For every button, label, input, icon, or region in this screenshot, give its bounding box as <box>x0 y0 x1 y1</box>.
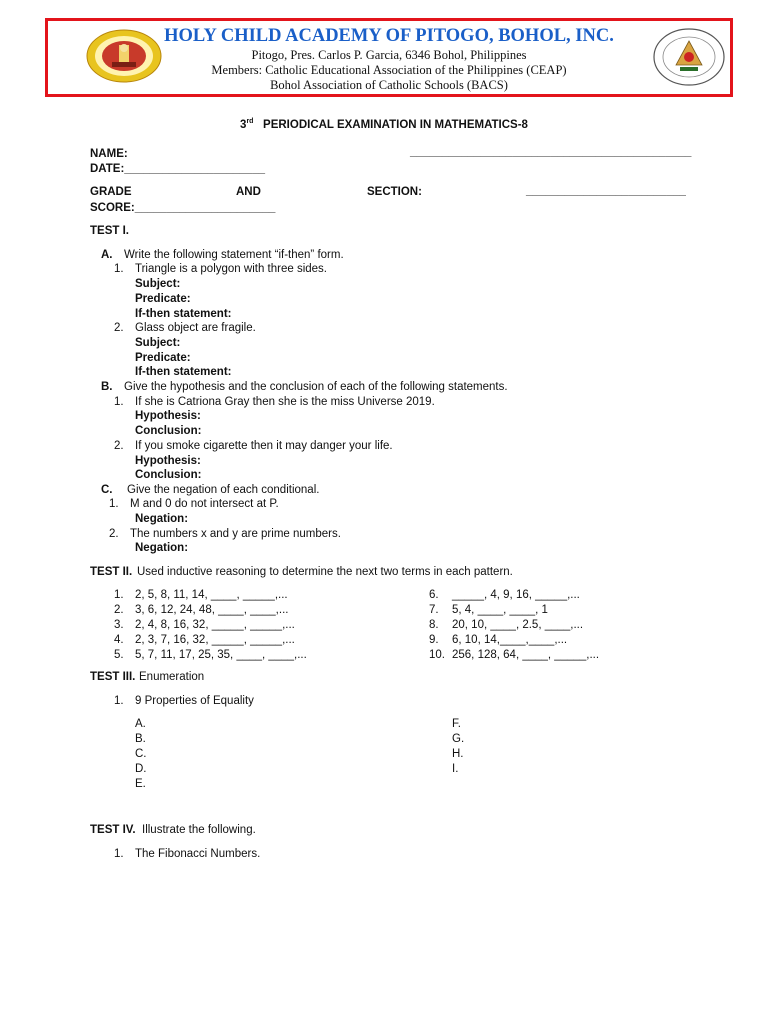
membership-line: Members: Catholic Educational Association of the Philippines (CEAP) <box>211 63 567 77</box>
pattern-number: 9. <box>429 634 439 646</box>
score-field[interactable]: SCORE:______________________ <box>90 202 276 214</box>
pattern-item: 2, 3, 7, 16, 32, _____, _____,... <box>135 634 295 646</box>
test1-a-label: A. <box>101 249 113 261</box>
test4-instruction: Illustrate the following. <box>142 824 256 836</box>
pattern-number: 1. <box>114 589 124 601</box>
test1-b-instruction: Give the hypothesis and the conclusion of each of the following statements. <box>124 381 508 393</box>
test1-b-label: B. <box>101 381 113 393</box>
test1-a-item-text: Glass object are fragile. <box>135 322 256 334</box>
test1-c-item-text: M and 0 do not intersect at P. <box>130 498 279 510</box>
test3-item-number: 1. <box>114 695 124 707</box>
enumeration-letter: D. <box>135 763 147 775</box>
school-name: HOLY CHILD ACADEMY OF PITOGO, BOHOL, INC. <box>164 26 614 46</box>
test1-b-item-number: 1. <box>114 396 124 408</box>
subject-label: Subject: <box>135 337 181 349</box>
enumeration-letter: B. <box>135 733 146 745</box>
association-line: Bohol Association of Catholic Schools (BACS) <box>270 78 508 92</box>
pattern-number: 3. <box>114 619 124 631</box>
pattern-number: 10. <box>429 649 445 661</box>
pattern-number: 8. <box>429 619 439 631</box>
pattern-number: 7. <box>429 604 439 616</box>
enumeration-letter: F. <box>452 718 461 730</box>
conclusion-label: Conclusion: <box>135 425 202 437</box>
pattern-item: 2, 4, 8, 16, 32, _____, _____,... <box>135 619 295 631</box>
test1-a-item-text: Triangle is a polygon with three sides. <box>135 263 327 275</box>
hypothesis-label: Hypothesis: <box>135 410 201 422</box>
pattern-item: 5, 7, 11, 17, 25, 35, ____, ____,... <box>135 649 307 661</box>
test3-item-text: 9 Properties of Equality <box>135 695 254 707</box>
test3-heading: TEST III. <box>90 671 136 683</box>
pattern-number: 2. <box>114 604 124 616</box>
hypothesis-label: Hypothesis: <box>135 455 201 467</box>
predicate-label: Predicate: <box>135 352 191 364</box>
name-label: NAME: <box>90 148 128 160</box>
pattern-item: 2, 5, 8, 11, 14, ____, _____,... <box>135 589 288 601</box>
pattern-number: 4. <box>114 634 124 646</box>
test1-c-item-number: 2. <box>109 528 119 540</box>
test1-heading: TEST I. <box>90 225 129 237</box>
predicate-label: Predicate: <box>135 293 191 305</box>
test1-b-item-text: If she is Catriona Gray then she is the miss Universe 2019. <box>135 396 435 408</box>
pattern-number: 6. <box>429 589 439 601</box>
enumeration-letter: I. <box>452 763 459 775</box>
exam-title-number: 3 <box>240 118 247 131</box>
test1-c-label: C. <box>101 484 113 496</box>
test1-c-instruction: Give the negation of each conditional. <box>127 484 320 496</box>
test4-item-text: The Fibonacci Numbers. <box>135 848 261 860</box>
school-address: Pitogo, Pres. Carlos P. Garcia, 6346 Bohol, Philippines <box>251 48 527 62</box>
test2-instruction: Used inductive reasoning to determine the next two terms in each pattern. <box>137 566 513 578</box>
test1-b-item-text: If you smoke cigarette then it may danger your life. <box>135 440 393 452</box>
grade-label: GRADE <box>90 186 132 198</box>
enumeration-letter: C. <box>135 748 147 760</box>
enumeration-letter: A. <box>135 718 146 730</box>
exam-title-superscript: rd <box>246 118 254 125</box>
date-field[interactable]: DATE:______________________ <box>90 163 265 175</box>
section-field[interactable]: _________________________ <box>526 185 686 197</box>
ifthen-label: If-then statement: <box>135 308 232 320</box>
test1-a-instruction: Write the following statement “if-then” form. <box>124 249 344 261</box>
subject-label: Subject: <box>135 278 181 290</box>
test3-instruction: Enumeration <box>139 671 205 683</box>
enumeration-letter: G. <box>452 733 465 745</box>
negation-label: Negation: <box>135 513 189 525</box>
test4-heading: TEST IV. <box>90 824 136 836</box>
pattern-number: 5. <box>114 649 124 661</box>
negation-label: Negation: <box>135 542 189 554</box>
conclusion-label: Conclusion: <box>135 469 202 481</box>
pattern-item: 6, 10, 14,____,____,... <box>452 634 568 646</box>
and-label: AND <box>236 186 261 198</box>
test1-a-item-number: 1. <box>114 263 124 275</box>
test4-item-number: 1. <box>114 848 124 860</box>
pattern-item: 256, 128, 64, ____, _____,... <box>452 649 600 661</box>
pattern-item: _____, 4, 9, 16, _____,... <box>452 589 580 601</box>
test1-c-item-text: The numbers x and y are prime numbers. <box>130 528 341 540</box>
test1-b-item-number: 2. <box>114 440 124 452</box>
name-field[interactable]: ____________________________________________ <box>410 146 692 158</box>
test1-c-item-number: 1. <box>109 498 119 510</box>
exam-title <box>0 118 768 131</box>
enumeration-letter: E. <box>135 778 146 790</box>
school-header <box>45 18 733 97</box>
pattern-item: 20, 10, ____, 2.5, ____,... <box>452 619 584 631</box>
test2-heading: TEST II. <box>90 566 133 578</box>
test1-a-item-number: 2. <box>114 322 124 334</box>
association-seal-logo <box>652 27 726 87</box>
enumeration-letter: H. <box>452 748 464 760</box>
ifthen-label: If-then statement: <box>135 366 232 378</box>
pattern-item: 5, 4, ____, ____, 1 <box>452 604 548 616</box>
section-label: SECTION: <box>367 186 422 198</box>
exam-title-text: PERIODICAL EXAMINATION IN MATHEMATICS-8 <box>263 118 528 131</box>
pattern-item: 3, 6, 12, 24, 48, ____, ____,... <box>135 604 289 616</box>
